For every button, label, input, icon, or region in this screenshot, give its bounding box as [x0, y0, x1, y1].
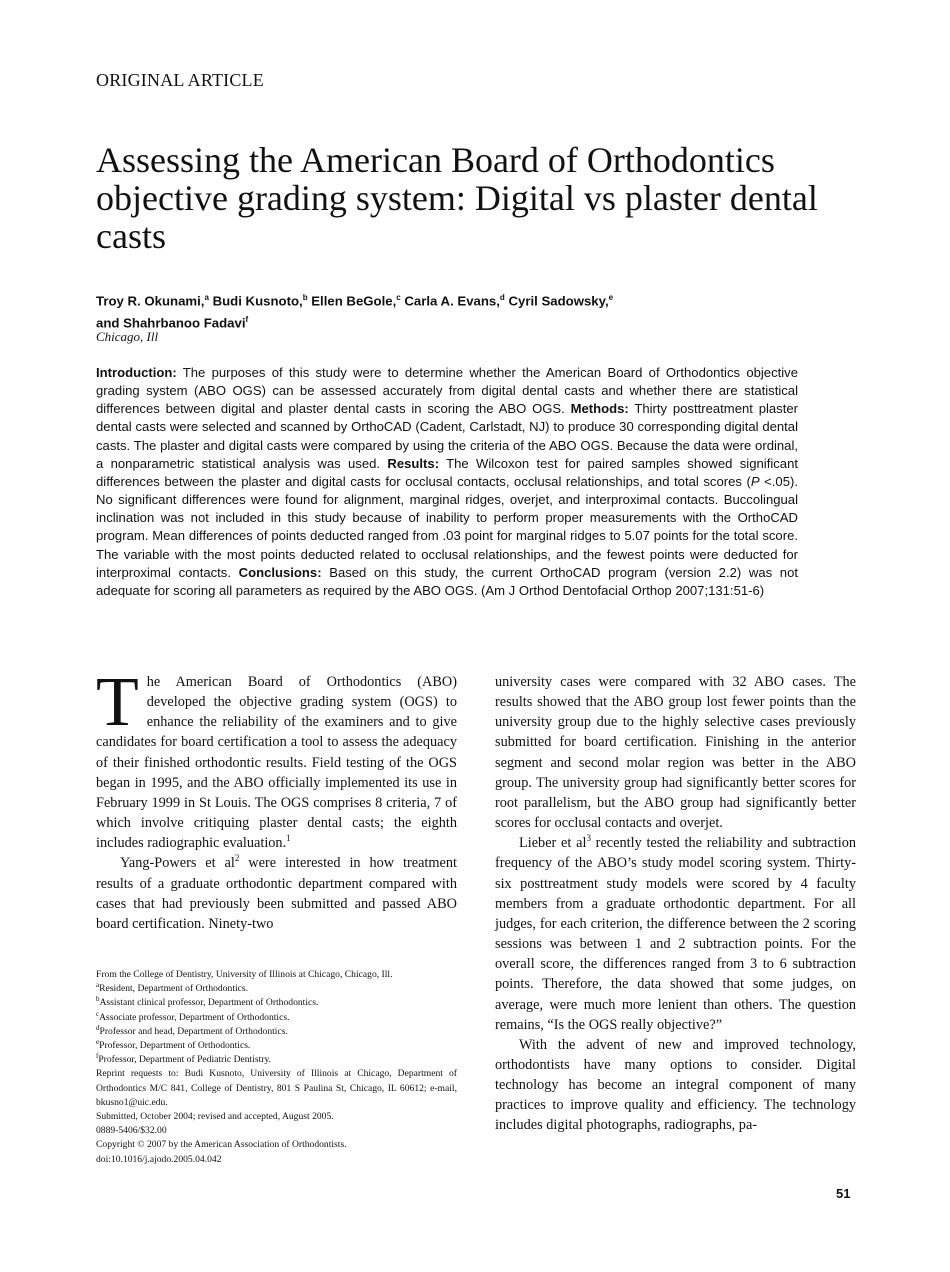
paragraph-text: recently tested the reliability and subtraction frequency of the ABO’s study model scoring system. Thirty-six posttreatment study models were scored by 4 faculty members from a graduate orthodontic department. For all judges, for each criterion, the difference between the 2 scoring sessions was between 1 and 2 subtraction points. For the overall score, the differences ranged from 3 to 6 subtraction points. Therefore, the data showed that some judges, on average, were much more lenient than others. The question remains, “Is the OGS really objective?” [495, 835, 856, 1033]
abstract-methods-label: Methods: [570, 401, 629, 417]
body-paragraph: With the advent of new and improved technology, orthodontists have many options to consider. Digital technology has become an integral component of many practices to improve quality and efficiency. The technology includes digital photographs, radiographs, pa- [495, 1036, 856, 1134]
footnote-affiliation [96, 1011, 457, 1025]
section-label: ORIGINAL ARTICLE [96, 70, 264, 90]
footnote-doi: doi:10.1016/j.ajodo.2005.04.042 [96, 1153, 222, 1165]
author-affiliation-mark: b [302, 293, 308, 302]
footnote-submitted: Submitted, October 2004; revised and accepted, August 2005. [96, 1111, 334, 1123]
drop-cap: T [96, 664, 139, 741]
author-affiliation-mark: d [499, 293, 505, 302]
abstract-p-symbol: P [750, 473, 760, 489]
body-paragraph: university cases were compared with 32 ABO cases. The results showed that the ABO group lost fewer points than the university group due to the highly selective cases previously submitted for board certification. Finishing in the anterior segment and second molar region was better in the ABO group. The university group had significantly better scores for root parallelism, but the ABO group had significantly better scores for occlusal contacts and overjet. [495, 674, 856, 832]
author-name: Ellen BeGole, [307, 293, 397, 309]
body-paragraph [96, 853, 457, 934]
page-number: 51 [836, 1186, 851, 1201]
reference-mark: 2 [234, 853, 240, 864]
author-name: Cyril Sadowsky, [504, 293, 609, 309]
reference-mark: 3 [586, 833, 591, 844]
body-paragraph [495, 833, 856, 1035]
author-list [96, 288, 856, 333]
footnote-affiliation [96, 1039, 457, 1053]
footnote-text: Associate professor, Department of Orthodontics. [99, 1011, 290, 1023]
author-affiliation-mark: e [608, 293, 614, 302]
footnote-text: Professor, Department of Orthodontics. [99, 1040, 251, 1052]
abstract-results-label: Results: [387, 455, 440, 471]
reference-mark: 1 [286, 833, 291, 844]
author-location: Chicago, Ill [96, 329, 159, 344]
footnote-affiliation [96, 1053, 457, 1067]
author-name: and Shahrbanoo Fadavi [96, 315, 246, 331]
footnote-affiliation [96, 982, 457, 996]
abstract-results-cont: <.05). No significant differences were found for alignment, marginal ridges, overjet, and interproximal contacts. Buccolingual inclination was not included in this study because of inability to perform proper measurements with the OrthoCAD program. Mean differences of points deducted ranged from .03 point for marginal ridges to 5.07 points for the total score. The variable with the most points deducted related to occlusal relationships, and the fewest points were deducted for interproximal contacts. [96, 473, 798, 580]
body-column-right [495, 672, 856, 1136]
author-name: Carla A. Evans, [400, 293, 500, 309]
paragraph-text: Lieber et al [519, 835, 587, 852]
footnote-mark: b [96, 995, 100, 1004]
footnote-text: Assistant clinical professor, Department of Orthodontics. [99, 997, 319, 1009]
author-name: Troy R. Okunami, [96, 293, 205, 309]
footnote-mark: a [96, 981, 100, 990]
author-affiliation-mark: f [245, 315, 249, 325]
abstract-intro-label: Introduction: [96, 365, 177, 380]
footnote-from: From the College of Dentistry, University of Illinois at Chicago, Chicago, Ill. [96, 969, 393, 980]
author-affiliation-mark: c [396, 293, 401, 302]
footnote-affiliation [96, 1025, 457, 1039]
footnote-text: Professor, Department of Pediatric Dentistry. [98, 1054, 272, 1066]
footnote-mark: f [96, 1052, 99, 1061]
footnote-copyright: Copyright © 2007 by the American Association of Orthodontists. [96, 1139, 347, 1151]
paragraph-text: Yang-Powers et al [120, 855, 235, 872]
footnote-affiliation [96, 996, 457, 1010]
abstract-results: The Wilcoxon test for paired samples showed significant differences between the plaster and digital casts for occlusal contacts, occlusal relationships, and total scores ( [96, 455, 798, 489]
paragraph-text: were interested in how treatment results of a graduate orthodontic department compared with cases that had previously been submitted and passed ABO board certification. Ninety-two [96, 855, 457, 932]
abstract-intro: The purposes of this study were to determine whether the American Board of Orthodontics objective grading system (ABO OGS) can be assessed accurately from digital dental casts and whether there are statistical differences between digital and plaster dental casts in scoring the ABO OGS. [96, 365, 798, 417]
footnote-price: 0889-5406/$32.00 [96, 1125, 167, 1137]
body-column-left [96, 664, 457, 934]
paragraph-text: he American Board of Orthodontics (ABO) developed the objective grading system (OGS) to enhance the reliability of the examiners and to give candidates for board certification a tool to assess the adequacy of their finished orthodontic results. Field testing of the OGS began in 1995, and the ABO officially implemented its use in February 1999 in St Louis. The OGS comprises 8 criteria, 7 of which involve critiquing plaster dental casts; the eighth includes radiographic evaluation. [96, 674, 457, 852]
abstract-conclusions: Based on this study, the current OrthoCAD program (version 2.2) was not adequate for scoring all parameters as required by the ABO OGS. (Am J Orthod Dentofacial Orthop 2007;131:51-6) [96, 564, 798, 598]
author-affiliation-mark: a [204, 293, 209, 302]
footnote-mark: d [96, 1023, 100, 1032]
footnote-mark: c [96, 1009, 100, 1018]
footnotes [96, 968, 457, 1167]
abstract [96, 364, 798, 600]
article-title: Assessing the American Board of Orthodontics objective grading system: Digital vs plaster dental casts [96, 140, 818, 256]
abstract-methods: Thirty posttreatment plaster dental casts were selected and scanned by OrthoCAD (Cadent, Carlstadt, NJ) to produce 30 corresponding digital dental casts. The plaster and digital casts were compared by using the criteria of the ABO OGS. Because the data were ordinal, a nonparametric statistical analysis was used. [96, 401, 798, 471]
footnote-text: Resident, Department of Orthodontics. [99, 983, 249, 995]
body-paragraph [96, 664, 457, 853]
footnote-mark: e [96, 1037, 100, 1046]
author-name: Budi Kusnoto, [208, 293, 303, 309]
abstract-conclusions-label: Conclusions: [238, 564, 322, 580]
footnote-text: Professor and head, Department of Orthodontics. [99, 1025, 288, 1037]
footnote-reprint: Reprint requests to: Budi Kusnoto, University of Illinois at Chicago, Department of Orthodontics M/C 841, College of Dentistry, 801 S Paulina St, Chicago, IL 60612; e-mail, bkusno1@uic.edu. [96, 1068, 457, 1108]
